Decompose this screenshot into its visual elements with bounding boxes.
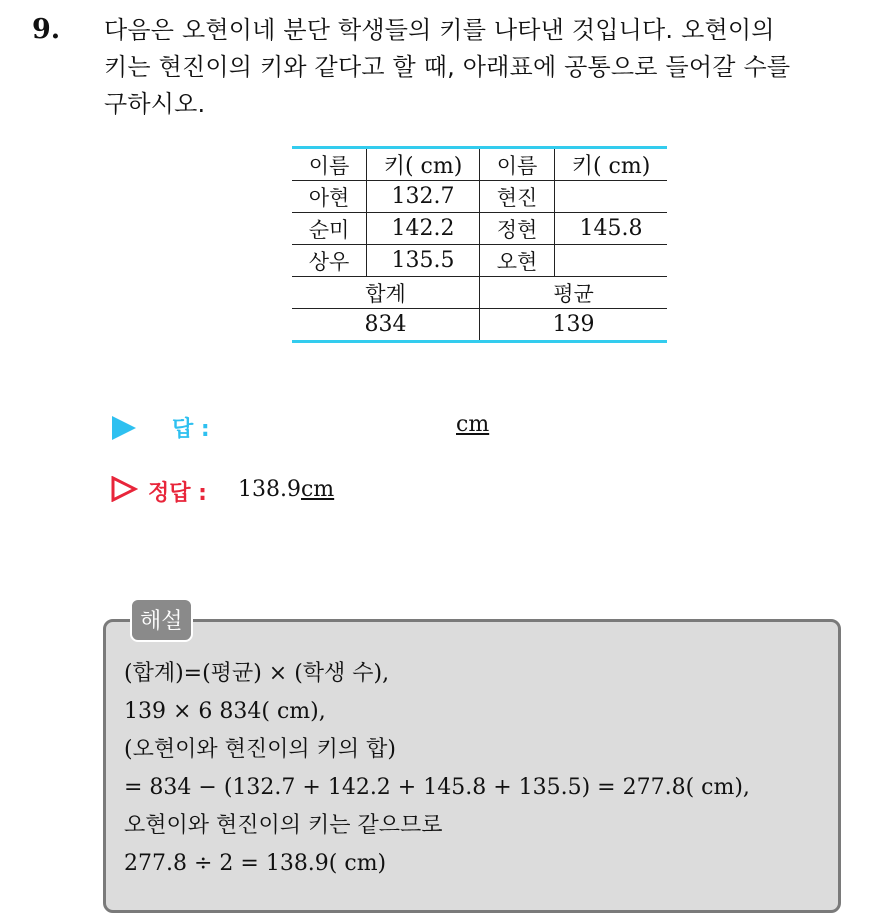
correct-value: 138.9 [238,477,301,502]
name-cell: 오현 [480,245,555,277]
correct-label: 정답 : [148,481,207,506]
explanation-line: 오현이와 현진이의 키는 같으므로 [124,813,443,838]
table-header-row [292,148,667,181]
height-cell: 132.7 [367,181,480,213]
name-cell: 순미 [292,213,367,245]
correct-answer [238,477,334,502]
question-line: 키는 현진이의 키와 같다고 할 때, 아래표에 공통으로 들어갈 수를 [104,53,791,81]
question-line: 구하시오. [104,90,206,118]
explanation-line: = 834 − (132.7 + 142.2 + 145.8 + 135.5) = 277.8( cm), [124,775,750,800]
height-cell [555,181,668,213]
question-number: 9. [32,14,61,45]
height-cell: 135.5 [367,245,480,277]
explanation-line: 277.8 ÷ 2 = 138.9( cm) [124,851,387,876]
question-text [104,12,864,123]
name-cell: 아현 [292,181,367,213]
answer-label: 답 : [172,417,210,442]
table-row [292,245,667,277]
answer-arrow-icon [112,416,136,440]
height-cell: 142.2 [367,213,480,245]
name-cell: 정현 [480,213,555,245]
sum-value-cell: 834 [292,309,480,342]
height-cell [555,245,668,277]
summary-value-row [292,309,667,342]
height-table [292,146,667,343]
header-cell: 키( cm) [555,148,668,181]
avg-value-cell: 139 [480,309,668,342]
header-cell: 이름 [480,148,555,181]
explanation-tag: 해설 [130,598,193,642]
correct-arrow-icon [110,476,138,502]
table-row [292,213,667,245]
answer-unit: cm [456,412,490,437]
explanation-line: (합계)=(평균) × (학생 수), [124,661,390,686]
explanation-text [124,655,750,883]
header-cell: 키( cm) [367,148,480,181]
header-cell: 이름 [292,148,367,181]
question-line: 다음은 오현이네 분단 학생들의 키를 나타낸 것입니다. 오현이의 [104,16,775,44]
sum-label-cell: 합계 [292,277,480,309]
height-cell: 145.8 [555,213,668,245]
table-row [292,181,667,213]
summary-header-row [292,277,667,309]
name-cell: 현진 [480,181,555,213]
name-cell: 상우 [292,245,367,277]
explanation-line: (오현이와 현진이의 키의 합) [124,737,396,762]
correct-unit: cm [300,477,335,502]
avg-label-cell: 평균 [480,277,668,309]
explanation-line: 139 × 6 834( cm), [124,699,326,724]
